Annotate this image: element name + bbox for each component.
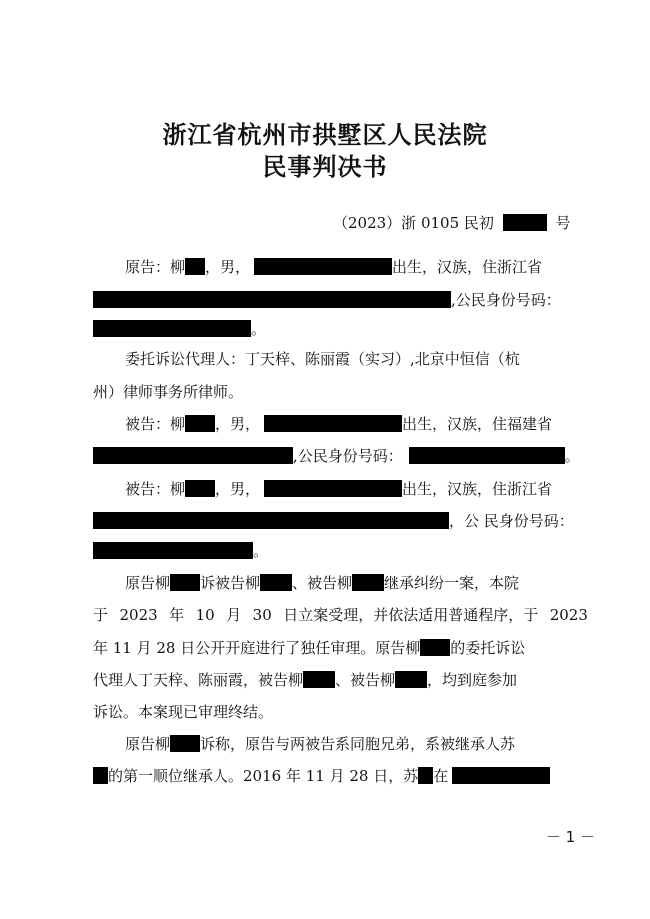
- case-number: [333, 212, 570, 234]
- text: 被告：柳: [125, 480, 186, 498]
- redaction: [185, 415, 215, 432]
- text: 的第一顺位继承人。2016 年 11 月 28 日，苏: [108, 767, 419, 785]
- redaction: [93, 447, 293, 464]
- text: 2023: [119, 606, 158, 624]
- redaction: [260, 574, 292, 591]
- paragraph-line: [125, 413, 588, 435]
- text: ，男，: [215, 415, 261, 433]
- text: ，公 民身份号码：: [449, 512, 574, 530]
- redaction: [418, 767, 433, 784]
- text: 原告：柳: [125, 258, 186, 276]
- redaction: [93, 320, 251, 337]
- court-name: 浙江省杭州市拱墅区人民法院: [162, 121, 488, 149]
- redaction: [93, 291, 451, 308]
- redaction: [395, 671, 427, 688]
- paragraph-line: [93, 318, 588, 340]
- text: ,公民身份号码：: [293, 447, 403, 465]
- text: 10: [195, 606, 215, 624]
- paragraph-line: [93, 510, 588, 532]
- paragraph-line: [93, 604, 588, 626]
- redaction: [93, 767, 108, 784]
- paragraph-line: [93, 637, 588, 659]
- text: 出生，汉族，住浙江省: [392, 258, 543, 276]
- text: 。: [253, 542, 269, 560]
- redaction: [452, 767, 550, 784]
- text: 月: [226, 606, 242, 624]
- redaction: [254, 258, 392, 275]
- redaction: [185, 480, 215, 497]
- text: 2023: [549, 606, 588, 624]
- text: 。: [251, 320, 267, 338]
- paragraph-line: [93, 669, 588, 691]
- paragraph-line: [93, 289, 588, 311]
- text: 代理人丁天梓、陈丽霞，被告柳: [93, 671, 304, 689]
- redaction: [93, 512, 449, 529]
- redaction: [185, 258, 205, 275]
- redaction: [264, 415, 402, 432]
- page-number: － 1 －: [545, 828, 595, 846]
- text: ，均到庭参加: [427, 671, 518, 689]
- text: 30: [252, 606, 272, 624]
- case-number-suffix: 号: [555, 214, 571, 232]
- text: ，男，: [215, 480, 261, 498]
- paragraph-line: [125, 256, 588, 278]
- paragraph-line: 诉讼。本案现已审理终结。: [93, 703, 274, 721]
- text: 年: [169, 606, 185, 624]
- text: ，男，: [205, 258, 251, 276]
- case-number-prefix: （2023）浙 0105 民初: [333, 214, 494, 232]
- text: 原告柳: [125, 574, 171, 592]
- text: 原告柳: [125, 735, 171, 753]
- redaction: [420, 639, 450, 656]
- text: 、被告柳: [335, 671, 396, 689]
- text: 诉称，原告与两被告系同胞兄弟，系被继承人苏: [200, 735, 516, 753]
- paragraph-line: [125, 733, 588, 755]
- document-type: 民事判决书: [262, 153, 388, 181]
- paragraph-line: [125, 572, 588, 594]
- text: 出生，汉族，住福建省: [402, 415, 553, 433]
- text: 继承纠纷一案，本院: [384, 574, 520, 592]
- redaction: [303, 671, 335, 688]
- text: 被告：柳: [125, 415, 186, 433]
- paragraph-line: 州）律师事务所律师。: [93, 383, 244, 401]
- redaction: [93, 542, 253, 559]
- text: 诉被告柳: [200, 574, 261, 592]
- text: 的委托诉讼: [450, 639, 526, 657]
- paragraph-line: [93, 445, 588, 467]
- redaction: [352, 574, 384, 591]
- paragraph-line: [93, 765, 588, 787]
- paragraph-line: [125, 478, 588, 500]
- redaction: [409, 447, 565, 464]
- redaction: [170, 735, 200, 752]
- paragraph-line: 委托诉讼代理人：丁天梓、陈丽霞（实习）,北京中恒信（杭: [125, 350, 520, 368]
- text: 日立案受理，并依法适用普通程序，于: [283, 606, 539, 624]
- text: 于: [93, 606, 109, 624]
- text: 年 11 月 28 日公开开庭进行了独任审理。原告柳: [93, 639, 421, 657]
- text: 。: [564, 447, 580, 465]
- text: 在: [433, 767, 449, 785]
- redaction: [264, 480, 402, 497]
- redaction: [503, 214, 547, 231]
- text: ,公民身份号码：: [451, 291, 561, 309]
- text: 出生，汉族，住浙江省: [402, 480, 553, 498]
- text: 、被告柳: [292, 574, 353, 592]
- redaction: [170, 574, 200, 591]
- paragraph-line: [93, 540, 588, 562]
